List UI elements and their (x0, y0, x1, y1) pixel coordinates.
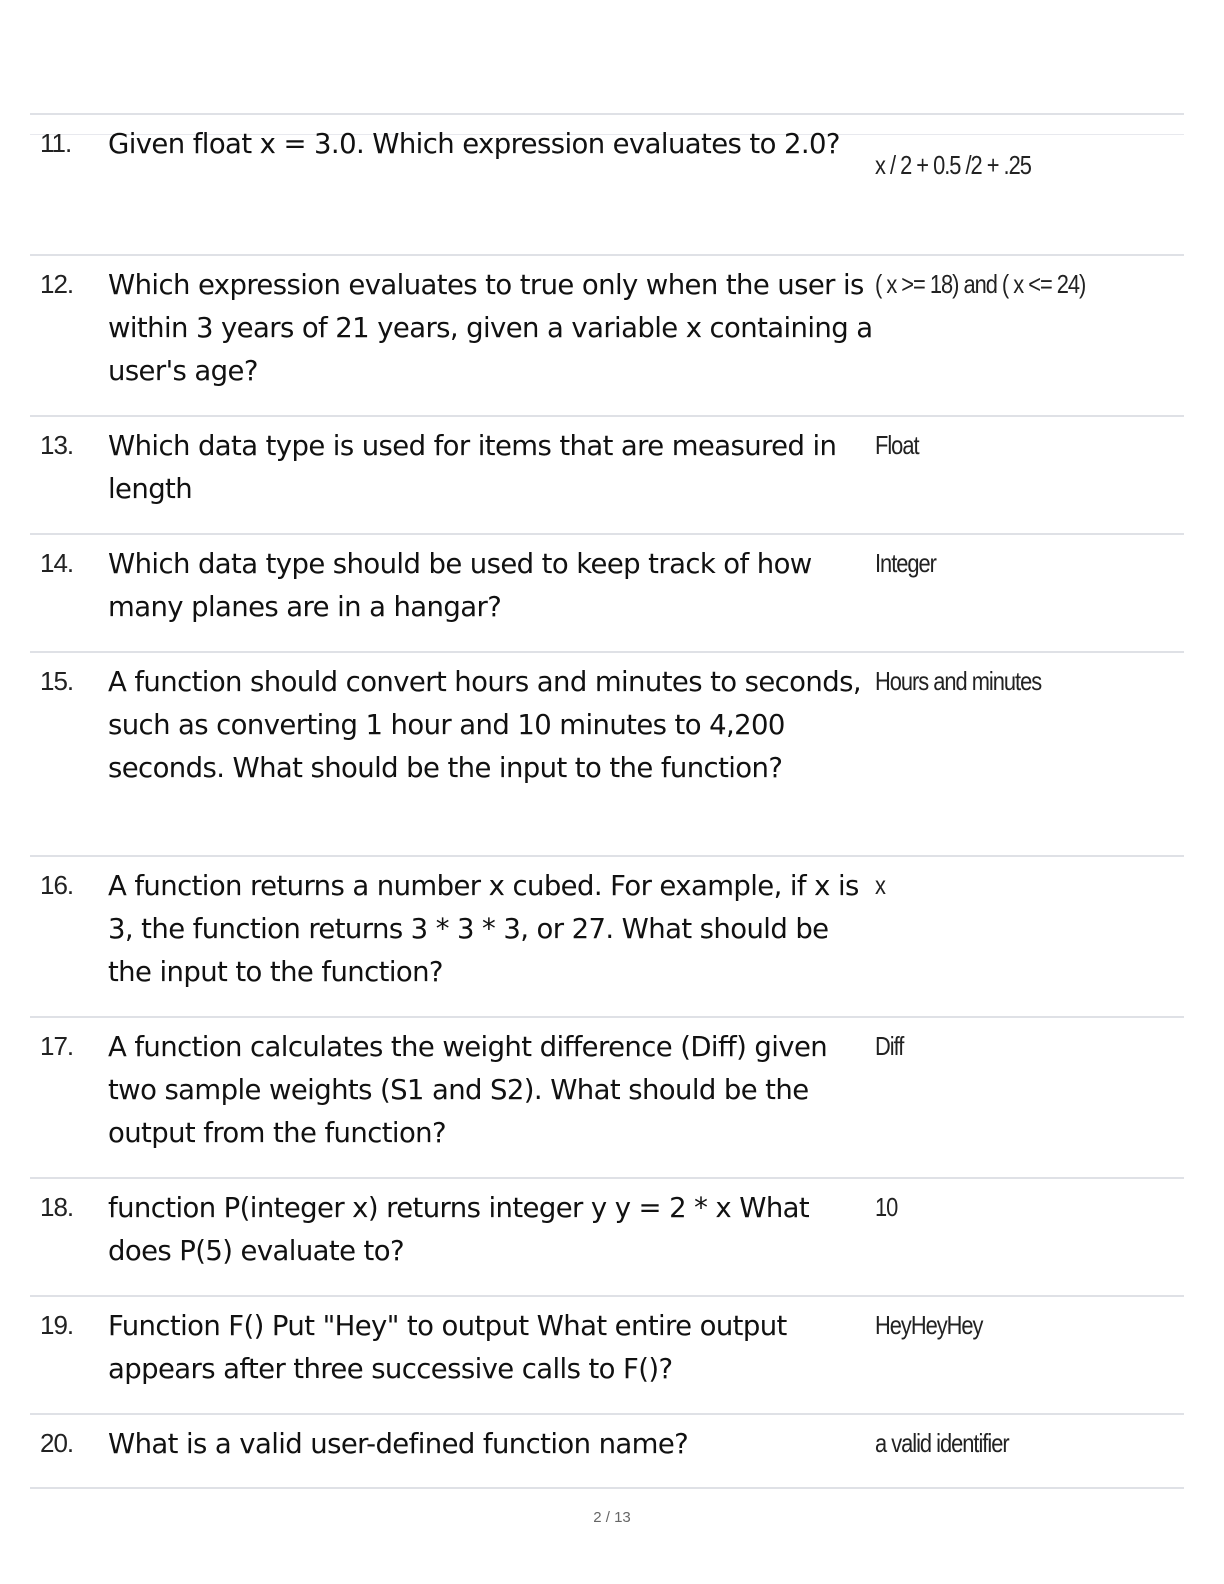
question-text: function P(integer x) returns integer y y = 2 * x What does P(5) evaluate to? (108, 1192, 810, 1267)
question-number: 14. (40, 548, 74, 578)
question-row-13 (30, 415, 1184, 533)
question-number: 11. (40, 128, 72, 158)
question-text: A function returns a number x cubed. For example, if x is 3, the function returns 3 * 3 * 3, or 27. What should be the input to the function? (108, 870, 859, 988)
answer-text: x (875, 870, 885, 900)
question-number: 18. (40, 1192, 74, 1222)
question-row-12 (30, 254, 1184, 415)
question-number: 16. (40, 870, 74, 900)
question-text: Which expression evaluates to true only when the user is within 3 years of 21 years, given a variable x containing a user's age? (108, 269, 873, 387)
question-row-17 (30, 1016, 1184, 1177)
question-text: A function calculates the weight difference (Diff) given two sample weights (S1 and S2). What should be the output from the function? (108, 1031, 828, 1149)
answer-text: Float (875, 430, 919, 460)
question-text: A function should convert hours and minutes to seconds, such as converting 1 hour and 10 minutes to 4,200 seconds. What should be the input to the function? (108, 666, 861, 784)
question-number: 19. (40, 1310, 74, 1340)
question-list (30, 113, 1184, 1489)
question-text: Given float x = 3.0. Which expression evaluates to 2.0? (108, 128, 840, 160)
question-number: 20. (40, 1428, 74, 1458)
answer-text: HeyHeyHey (875, 1310, 983, 1340)
answer-text: Hours and minutes (875, 666, 1042, 696)
question-row-11 (30, 113, 1184, 254)
question-text: What is a valid user-defined function name? (108, 1428, 689, 1460)
question-row-15 (30, 651, 1184, 855)
question-row-19 (30, 1295, 1184, 1413)
answer-text: a valid identifier (875, 1428, 1009, 1458)
answer-text: 10 (875, 1192, 898, 1222)
question-row-14 (30, 533, 1184, 651)
question-row-20 (30, 1413, 1184, 1489)
question-row-18 (30, 1177, 1184, 1295)
question-number: 13. (40, 430, 74, 460)
page-number: 2 / 13 (593, 1509, 631, 1526)
answer-text: Diff (875, 1031, 904, 1061)
answer-text: Integer (875, 548, 936, 578)
question-number: 12. (40, 269, 74, 299)
question-text: Function F() Put "Hey" to output What entire output appears after three successive calls to F()? (108, 1310, 787, 1385)
question-number: 17. (40, 1031, 74, 1061)
answer-text: ( x >= 18) and ( x <= 24) (875, 269, 1086, 299)
question-number: 15. (40, 666, 74, 696)
question-text: Which data type is used for items that are measured in length (108, 430, 837, 505)
answer-text: x / 2 + 0.5 /2 + .25 (875, 150, 1031, 180)
question-row-16 (30, 855, 1184, 1016)
question-text: Which data type should be used to keep track of how many planes are in a hangar? (108, 548, 812, 623)
